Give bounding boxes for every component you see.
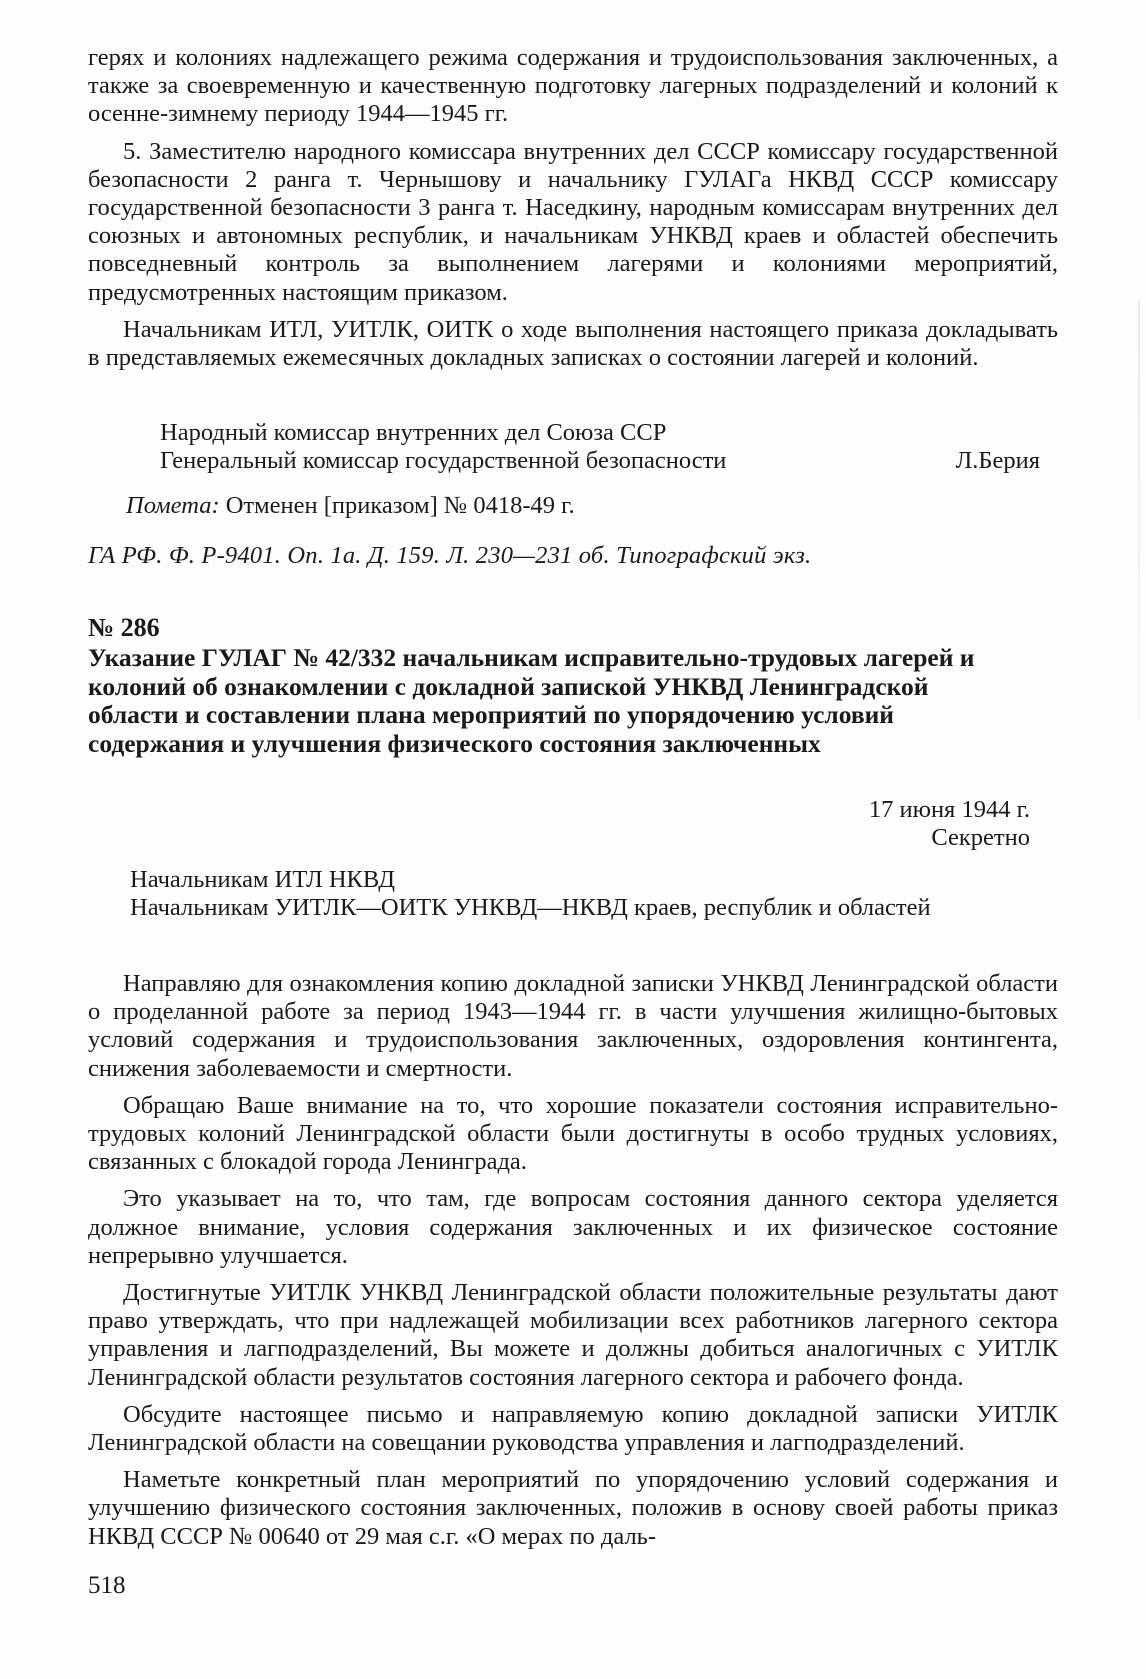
paragraph: Начальникам ИТЛ, УИТЛК, ОИТК о ходе выполнения настоящего приказа докладывать в представляемых ежемесячных докладных записках о состоянии лагерей и колоний.	[88, 315, 1058, 372]
signatory-title-2: Генеральный комиссар государственной безопасности	[160, 447, 727, 475]
document-body	[88, 970, 1058, 1560]
addressee-line: Начальникам ИТЛ НКВД	[130, 866, 395, 893]
continuation-text	[88, 44, 1058, 381]
paragraph: 5. Заместителю народного комиссара внутренних дел СССР комиссару государственной безопасности 2 ранга т. Чернышову и начальнику ГУЛАГа НКВД СССР комиссару государственной безопасности 3 ранга т. Наседкину, народным комиссарам внутренних дел союзных и автономных республик, и начальникам УНКВД краев и областей обеспечить повседневный контроль за выполнением лагерями и колониями мероприятий, предусмотренных настоящим приказом.	[88, 137, 1058, 306]
paragraph: Обращаю Ваше внимание на то, что хорошие показатели состояния исправительно-трудовых колоний Ленинградской области были достигнуты в особо трудных условиях, связанных с блокадой города Ленинграда.	[88, 1091, 1058, 1176]
paragraph: Наметьте конкретный план мероприятий по упорядочению условий содержания и улучшению физического состояния заключенных, положив в основу своей работы приказ НКВД СССР № 00640 от 29 мая с.г. «О мерах по даль-	[88, 1466, 1058, 1550]
paragraph: Обсудите настоящее письмо и направляемую копию докладной записки УИТЛК Ленинградской области на совещании руководства управления и лагподразделений.	[88, 1400, 1058, 1457]
page-number: 518	[88, 1572, 126, 1599]
signature-block	[160, 419, 1058, 475]
annotation-label: Помета:	[126, 492, 220, 519]
archive-reference: ГА РФ. Ф. Р-9401. Оп. 1а. Д. 159. Л. 230—231 об. Типографский экз.	[88, 542, 812, 569]
document-date-block	[869, 796, 1030, 852]
addressees	[130, 866, 950, 922]
addressee-line: Начальникам УИТЛК—ОИТК УНКВД—НКВД краев, республик и областей	[130, 894, 931, 922]
paragraph: Достигнутые УИТЛК УНКВД Ленинградской области положительные результаты дают право утверждать, что при надлежащей мобилизации всех работников лагерного сектора управления и лагподразделений, Вы можете и должны добиться аналогичных с УИТЛК Ленинградской области результатов состояния лагерного сектора и рабочего фонда.	[88, 1279, 1058, 1391]
classification-mark: Секретно	[931, 824, 1030, 852]
document-date: 17 июня 1944 г.	[868, 796, 1030, 823]
scan-edge-shadow	[1138, 300, 1140, 720]
document-title: Указание ГУЛАГ № 42/332 начальникам исправительно-трудовых лагерей и колоний об ознакомлении с докладной запиской УНКВД Ленинградской области и составлении плана мероприятий по упорядочению условий содержания и улучшения физического состояния заключенных	[88, 643, 975, 758]
paragraph: герях и колониях надлежащего режима содержания и трудоиспользования заключенных, а также за своевременную и качественную подготовку лагерных подразделений и колоний к осенне-зимнему периоду 1944—1945 гг.	[88, 44, 1058, 128]
paragraph: Направляю для ознакомления копию докладной записки УНКВД Ленинградской области о проделанной работе за период 1943—1944 гг. в части улучшения жилищно-бытовых условий содержания и трудоиспользования заключенных, оздоровления контингента, снижения заболеваемости и смертности.	[88, 970, 1058, 1082]
signatory-name: Л.Берия	[955, 447, 1040, 474]
document-number: № 286	[88, 613, 160, 642]
annotation-text: Отменен [приказом] № 0418-49 г.	[219, 492, 575, 519]
annotation-note	[126, 492, 575, 520]
signatory-title-1: Народный комиссар внутренних дел Союза ССР	[160, 419, 667, 446]
paragraph: Это указывает на то, что там, где вопросам состояния данного сектора уделяется должное внимание, условия содержания заключенных и их физическое состояние непрерывно улучшается.	[88, 1185, 1058, 1269]
